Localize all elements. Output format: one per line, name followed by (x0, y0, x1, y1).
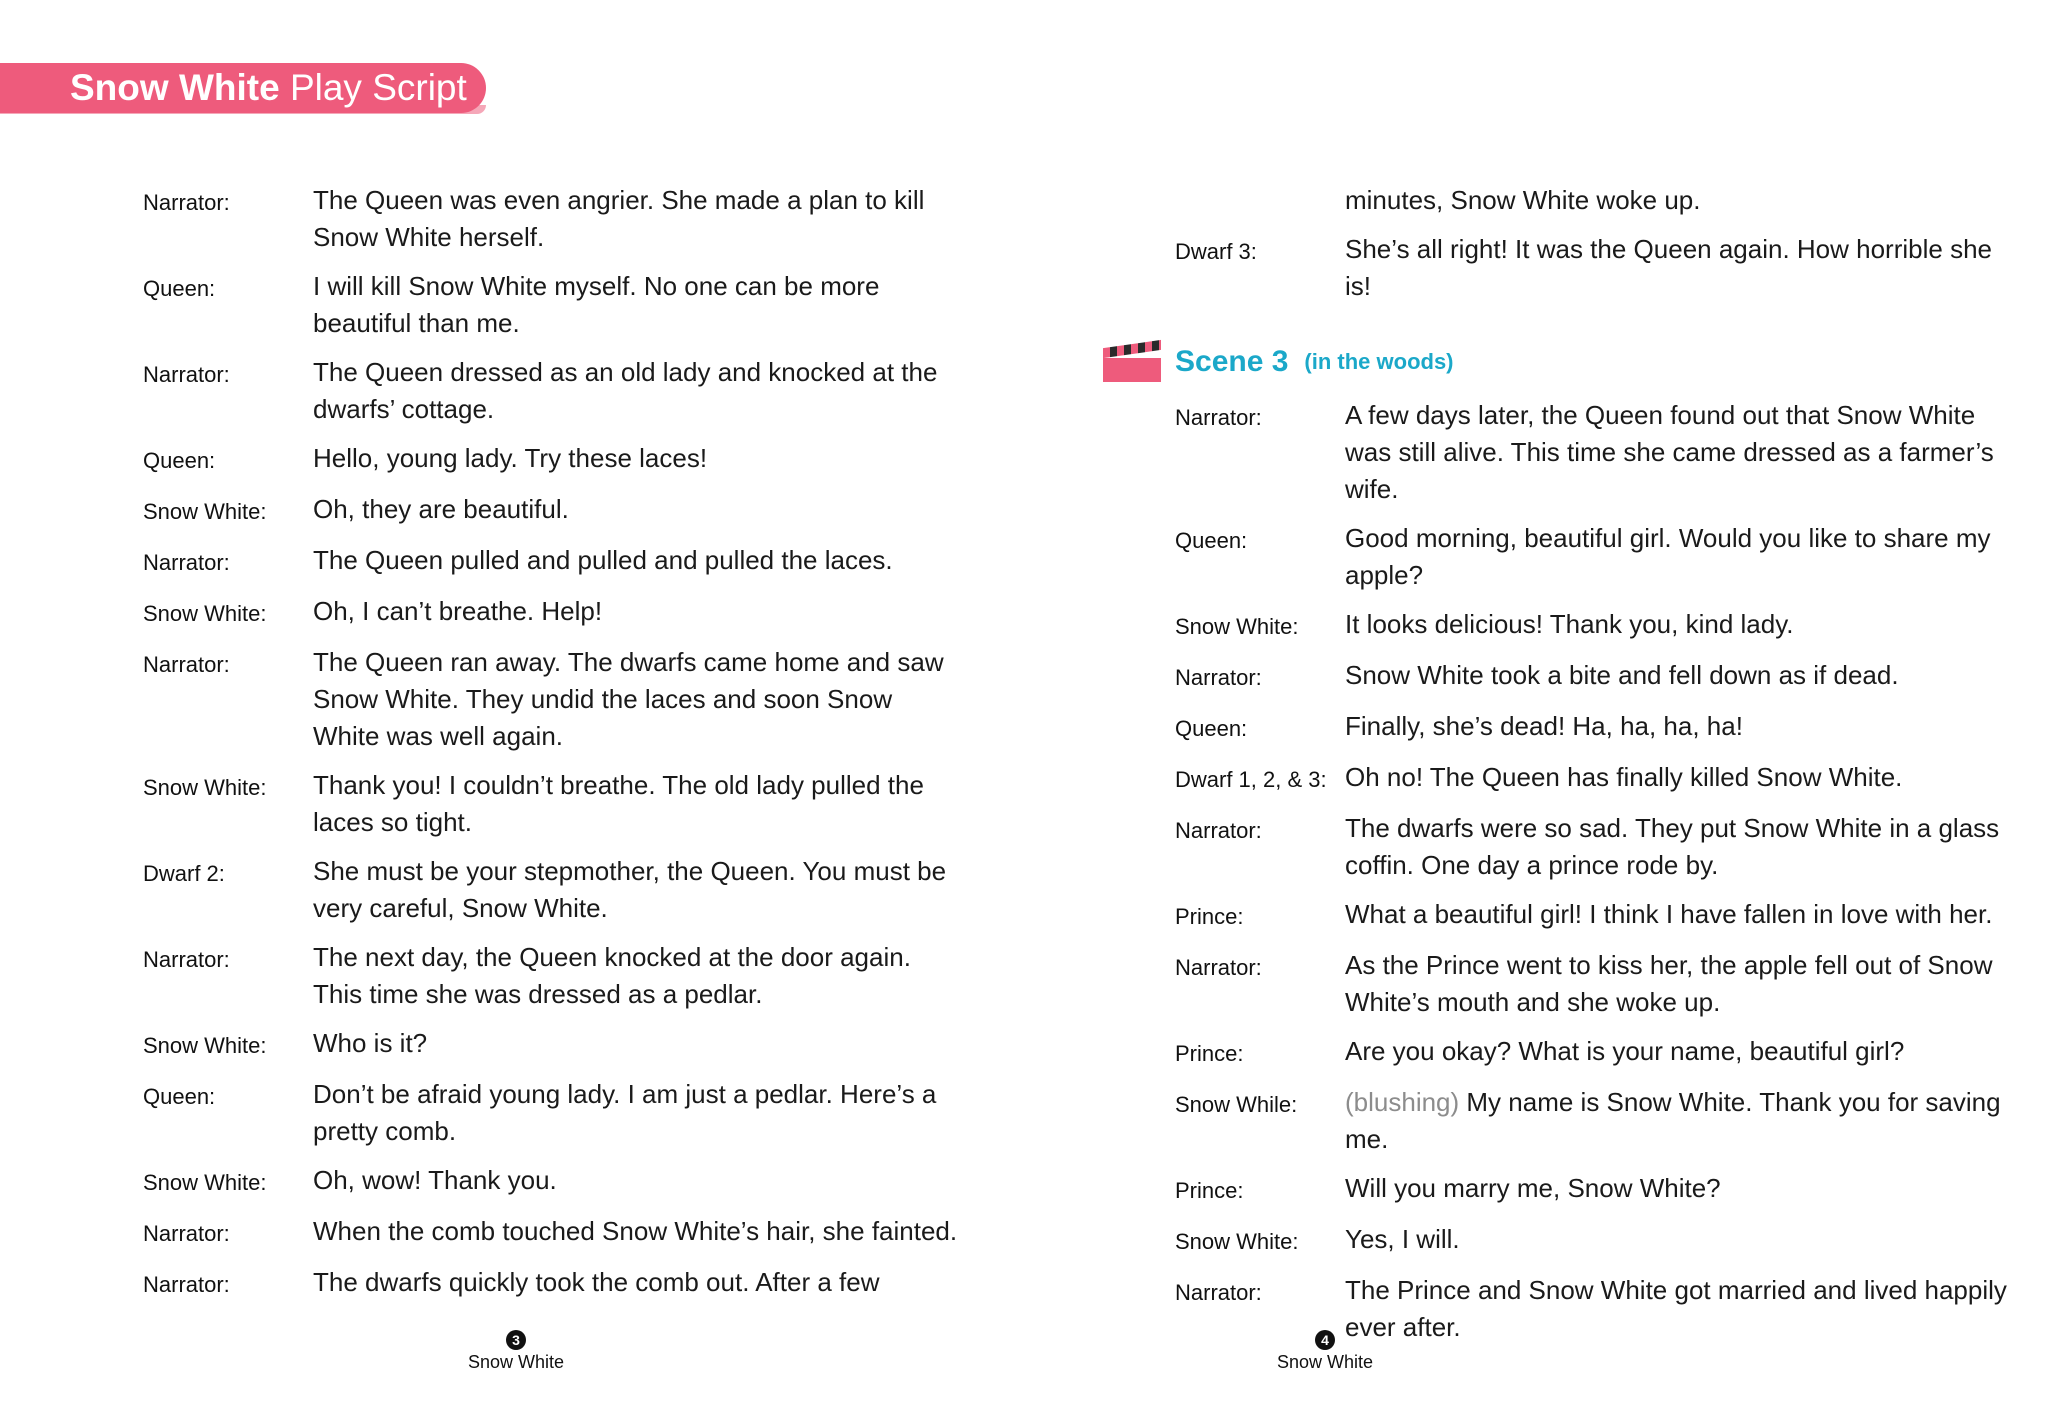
speaker-name: Snow While: (1175, 1092, 1298, 1117)
script-line (1175, 708, 2015, 747)
dialogue-text: Oh, they are beautiful. (313, 494, 569, 524)
title-banner (0, 63, 486, 113)
speaker-name: Queen: (143, 448, 216, 473)
speaker-name: Queen: (1175, 528, 1248, 553)
speaker-name: Narrator: (143, 652, 230, 677)
script-line (1175, 657, 2015, 696)
dialogue-text: Who is it? (313, 1028, 428, 1058)
dialogue-text: Are you okay? What is your name, beautiful girl? (1345, 1036, 1905, 1066)
script-line (143, 593, 963, 632)
script-line (1175, 231, 2015, 305)
dialogue-text: The Queen dressed as an old lady and knocked at the dwarfs’ cottage. (313, 357, 938, 424)
dialogue-text: Thank you! I couldn’t breathe. The old lady pulled the laces so tight. (313, 770, 924, 837)
speaker-name: Prince: (1175, 1178, 1244, 1203)
speaker-name: Narrator: (1175, 818, 1262, 843)
speaker-name: Snow White: (1175, 1229, 1299, 1254)
clapperboard-icon (1103, 342, 1161, 382)
dialogue-text: The dwarfs were so sad. They put Snow White in a glass coffin. One day a prince rode by. (1345, 813, 2000, 880)
page-footer-right (1175, 1330, 1475, 1373)
speaker-name: Narrator: (143, 1221, 230, 1246)
speaker-name: Snow White: (143, 601, 267, 626)
script-line (143, 440, 963, 479)
script-line (143, 491, 963, 530)
dialogue-text: I will kill Snow White myself. No one can be more beautiful than me. (313, 271, 880, 338)
page-number: 4 (1315, 1330, 1335, 1350)
script-line (1175, 1033, 2015, 1072)
script-lines-right (1175, 182, 2015, 1346)
speaker-name: Prince: (1175, 904, 1244, 929)
script-line (1175, 1221, 2015, 1260)
speaker-name: Narrator: (143, 947, 230, 972)
speaker-name: Narrator: (1175, 1280, 1262, 1305)
page-title (70, 63, 467, 113)
speaker-name: Narrator: (143, 190, 230, 215)
dialogue-text: The Queen pulled and pulled and pulled the laces. (313, 545, 893, 575)
speaker-name: Dwarf 2: (143, 861, 225, 886)
dialogue-text: She must be your stepmother, the Queen. You must be very careful, Snow White. (313, 856, 947, 923)
speaker-name: Snow White: (143, 499, 267, 524)
dialogue-text: Oh, I can’t breathe. Help! (313, 596, 603, 626)
stage-direction: (blushing) (1345, 1087, 1460, 1117)
scene-subtitle: (in the woods) (1304, 349, 1454, 374)
speaker-name: Prince: (1175, 1041, 1244, 1066)
script-line (143, 853, 963, 927)
title-bold: Snow White (70, 67, 280, 108)
script-line (143, 1076, 963, 1150)
script-line (143, 767, 963, 841)
dialogue-text: What a beautiful girl! I think I have fallen in love with her. (1345, 899, 1993, 929)
script-line (1175, 1170, 2015, 1209)
scene-title: Scene 3 (1175, 345, 1289, 378)
speaker-name: Dwarf 1, 2, & 3: (1175, 767, 1327, 792)
dialogue-text: The next day, the Queen knocked at the door again. This time she was dressed as a pedlar. (313, 942, 911, 1009)
dialogue-text: The Queen ran away. The dwarfs came home and saw Snow White. They undid the laces and soon Snow White was well again. (313, 647, 944, 751)
footer-title: Snow White (1276, 1352, 1374, 1372)
speaker-name: Queen: (143, 1084, 216, 1109)
script-line (1175, 810, 2015, 884)
speaker-name: Snow White: (143, 1170, 267, 1195)
dialogue-text: She’s all right! It was the Queen again. How horrible she is! (1345, 234, 1992, 301)
speaker-name: Narrator: (143, 362, 230, 387)
dialogue-text: A few days later, the Queen found out that Snow White was still alive. This time she came dressed as a farmer’s wife. (1345, 400, 1994, 504)
speaker-name: Narrator: (1175, 405, 1262, 430)
dialogue-text: Yes, I will. (1345, 1224, 1460, 1254)
script-line (1175, 606, 2015, 645)
title-light: Play Script (289, 67, 467, 108)
scene-heading (1103, 333, 2015, 391)
dialogue-text: When the comb touched Snow White’s hair, she fainted. (313, 1216, 958, 1246)
speaker-name: Snow White: (1175, 614, 1299, 639)
dialogue-text: Snow White took a bite and fell down as if dead. (1345, 660, 1899, 690)
script-line (1175, 759, 2015, 798)
dialogue-text: Oh, wow! Thank you. (313, 1165, 557, 1195)
script-line (143, 182, 963, 256)
speaker-name: Dwarf 3: (1175, 239, 1257, 264)
speaker-name: Queen: (143, 276, 216, 301)
dialogue-text: Good morning, beautiful girl. Would you like to share my apple? (1345, 523, 1991, 590)
dialogue-text: The Queen was even angrier. She made a plan to kill Snow White herself. (313, 185, 925, 252)
dialogue-text: As the Prince went to kiss her, the apple fell out of Snow White’s mouth and she woke up. (1345, 950, 1993, 1017)
script-line (143, 1213, 963, 1252)
dialogue-text (1345, 1084, 2015, 1158)
script-lines-left (143, 182, 963, 1303)
script-line (1175, 520, 2015, 594)
script-line (143, 1162, 963, 1201)
dialogue-text: It looks delicious! Thank you, kind lady. (1345, 609, 1794, 639)
continued-text: minutes, Snow White woke up. (1345, 185, 1701, 215)
script-line (1175, 896, 2015, 935)
page-footer-left (366, 1330, 666, 1373)
script-line (143, 268, 963, 342)
script-line (1175, 947, 2015, 1021)
script-line (143, 644, 963, 755)
page-number: 3 (506, 1330, 526, 1350)
dialogue-text: Don’t be afraid young lady. I am just a pedlar. Here’s a pretty comb. (313, 1079, 937, 1146)
script-line (1175, 397, 2015, 508)
dialogue-text: Hello, young lady. Try these laces! (313, 443, 708, 473)
script-line (143, 354, 963, 428)
footer-title: Snow White (467, 1352, 565, 1372)
script-line (143, 542, 963, 581)
speaker-name: Snow White: (143, 775, 267, 800)
script-line (1175, 1084, 2015, 1158)
speaker-name: Narrator: (1175, 665, 1262, 690)
script-line (143, 1264, 963, 1303)
dialogue-text: Oh no! The Queen has finally killed Snow White. (1345, 762, 1903, 792)
script-line (143, 1025, 963, 1064)
dialogue-text: The Prince and Snow White got married and lived happily ever after. (1345, 1275, 2007, 1342)
speaker-name: Narrator: (1175, 955, 1262, 980)
dialogue-text: The dwarfs quickly took the comb out. After a few (313, 1267, 880, 1297)
dialogue-text: Will you marry me, Snow White? (1345, 1173, 1721, 1203)
speaker-name: Narrator: (143, 1272, 230, 1297)
speaker-name: Queen: (1175, 716, 1248, 741)
speaker-name: Narrator: (143, 550, 230, 575)
dialogue-body: My name is Snow White. Thank you for saving me. (1345, 1087, 2001, 1154)
script-line (143, 939, 963, 1013)
speaker-name: Snow White: (143, 1033, 267, 1058)
dialogue-text: Finally, she’s dead! Ha, ha, ha, ha! (1345, 711, 1743, 741)
